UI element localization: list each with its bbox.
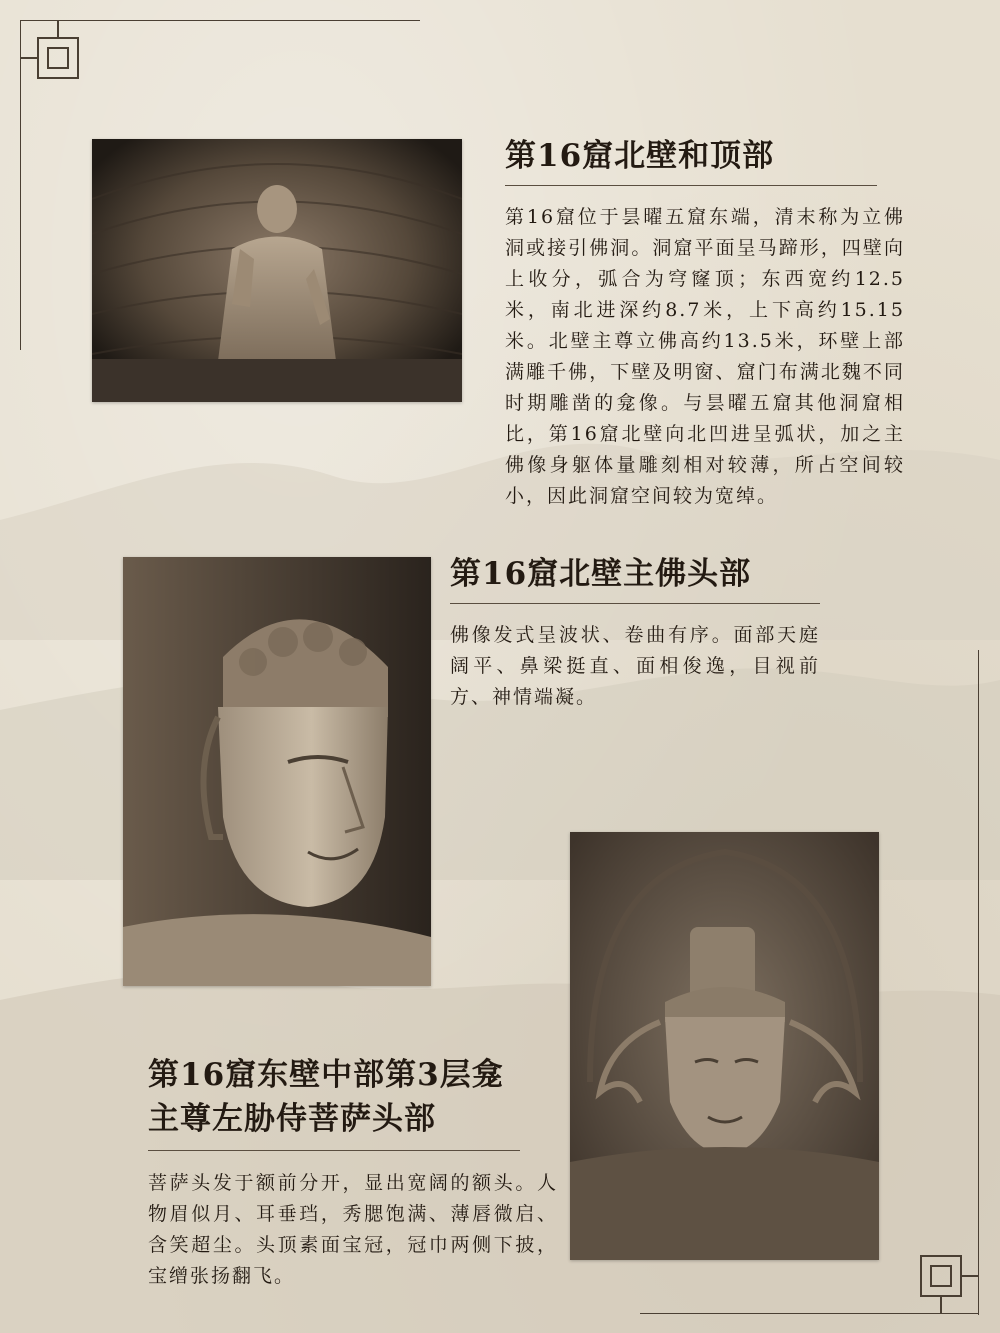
section-1-divider bbox=[505, 185, 877, 186]
section-2-body: 佛像发式呈波状、卷曲有序。面部天庭阔平、鼻梁挺直、面相俊逸，目视前方、神情端凝。 bbox=[450, 624, 820, 708]
section-2-divider bbox=[450, 603, 820, 604]
section-3-body: 菩萨头发于额前分开，显出宽阔的额头。人物眉似月、耳垂珰，秀腮饱满、薄唇微启、含笑超尘。头顶素面宝冠，冠巾两侧下披，宝缯张扬翻飞。 bbox=[148, 1172, 558, 1287]
section-3-divider bbox=[148, 1150, 520, 1151]
section-1-body: 第16窟位于昙曜五窟东端，清末称为立佛洞或接引佛洞。洞窟平面呈马蹄形，四壁向上收分，弧合为穹窿顶；东西宽约12.5米，南北进深约8.7米，上下高约15.15米。北壁主尊立佛高约13.5米，环壁上部满雕千佛，下壁及明窗、窟门布满北魏不同时期雕凿的龛像。与昙曜五窟其他洞窟相比，第16窟北壁向北凹进呈弧状，加之主佛像身躯体量雕刻相对较薄，所占空间较小，因此洞窟空间较为宽绰。 bbox=[505, 206, 905, 507]
section-2-title: 第16窟北壁主佛头部 bbox=[450, 556, 752, 592]
photo-bodhisattva-head bbox=[570, 832, 879, 1260]
section-3-title-line2: 主尊左胁侍菩萨头部 bbox=[148, 1101, 436, 1137]
corner-ornament-bottom-right bbox=[909, 1244, 979, 1314]
section-1-title: 第16窟北壁和顶部 bbox=[505, 138, 775, 174]
photo-grotto-north-wall bbox=[92, 139, 462, 402]
corner-ornament-top-left bbox=[20, 20, 90, 90]
section-3-title-line1: 第16窟东壁中部第3层龛 bbox=[148, 1057, 504, 1093]
frame-line-right bbox=[978, 650, 979, 1315]
photo-buddha-head bbox=[123, 557, 431, 986]
